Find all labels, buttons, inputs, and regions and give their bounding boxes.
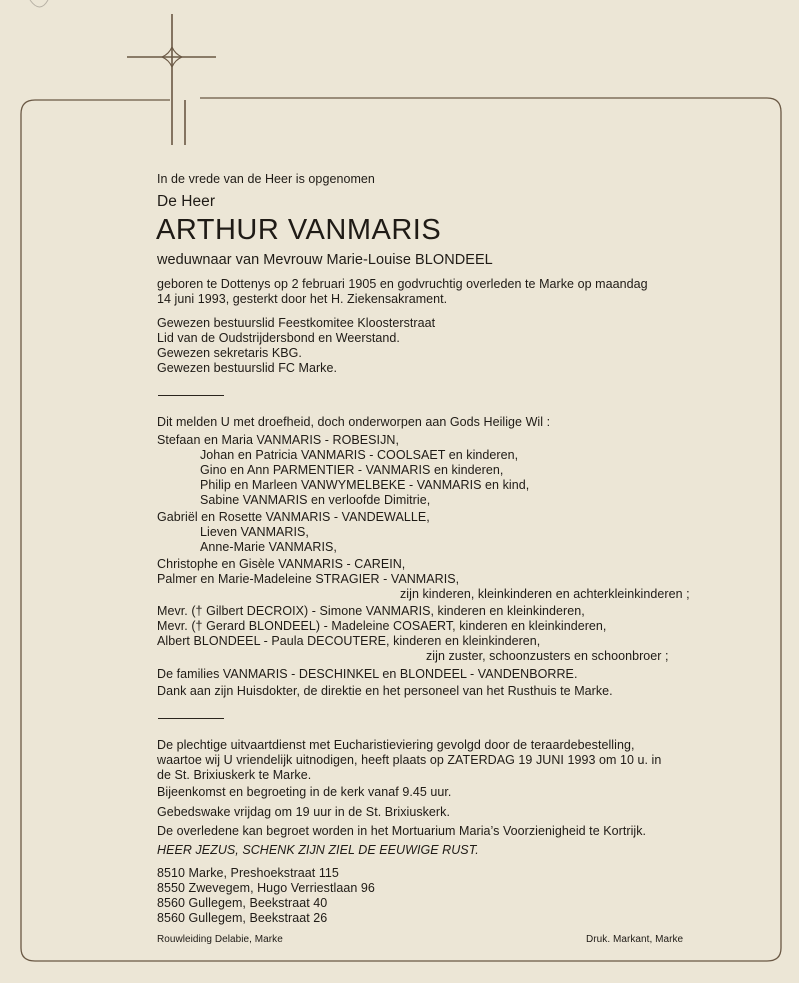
service-line: Bijeenkomst en begroeting in de kerk vanaf 9.45 uur.: [157, 785, 452, 799]
family-line: zijn zuster, schoonzusters en schoonbroer ;: [426, 649, 669, 663]
address-line: 8560 Gullegem, Beekstraat 40: [157, 896, 328, 910]
deceased-name: ARTHUR VANMARIS: [156, 214, 442, 246]
family-line: Lieven VANMARIS,: [200, 525, 309, 539]
role-line: Gewezen bestuurslid Feestkomitee Kloosterstraat: [157, 316, 436, 330]
family-line: Anne-Marie VANMARIS,: [200, 540, 337, 554]
address-line: 8510 Marke, Preshoekstraat 115: [157, 866, 339, 880]
service-line: De overledene kan begroet worden in het Mortuarium Maria’s Voorzienigheid te Kortrijk.: [157, 824, 647, 838]
cross-icon: [127, 14, 216, 145]
family-line: De families VANMARIS - DESCHINKEL en BLONDEEL - VANDENBORRE.: [157, 667, 578, 681]
service-line: De plechtige uitvaartdienst met Eucharistieviering gevolgd door de teraardebestelling,: [157, 738, 635, 752]
family-line: Gabriël en Rosette VANMARIS - VANDEWALLE,: [157, 510, 430, 524]
birth-death-line-1: geboren te Dottenys op 2 februari 1905 en godvruchtig overleden te Marke op maandag: [157, 277, 648, 291]
announce-line: Dit melden U met droefheid, doch onderworpen aan Gods Heilige Wil :: [157, 415, 551, 429]
salutation: De Heer: [157, 193, 216, 210]
family-line: Stefaan en Maria VANMARIS - ROBESIJN,: [157, 433, 399, 447]
family-line: Gino en Ann PARMENTIER - VANMARIS en kinderen,: [200, 463, 504, 477]
footer-printer: Druk. Markant, Marke: [586, 934, 684, 945]
service-line: de St. Brixiuskerk te Marke.: [157, 768, 312, 782]
role-line: Lid van de Oudstrijdersbond en Weerstand.: [157, 331, 400, 345]
thanks-line: Dank aan zijn Huisdokter, de direktie en het personeel van het Rusthuis te Marke.: [157, 684, 613, 698]
widower-line: weduwnaar van Mevrouw Marie-Louise BLONDEEL: [157, 252, 493, 268]
birth-death-line-2: 14 juni 1993, gesterkt door het H. Ziekensakrament.: [157, 292, 448, 306]
family-line: Christophe en Gisèle VANMARIS - CAREIN,: [157, 557, 406, 571]
intro-text: In de vrede van de Heer is opgenomen: [157, 172, 375, 186]
divider: [158, 395, 224, 396]
family-line: Sabine VANMARIS en verloofde Dimitrie,: [200, 493, 431, 507]
role-line: Gewezen sekretaris KBG.: [157, 346, 302, 360]
family-line: Philip en Marleen VANWYMELBEKE - VANMARIS en kind,: [200, 478, 530, 492]
service-line: waartoe wij U vriendelijk uitnodigen, heeft plaats op ZATERDAG 19 JUNI 1993 om 10 u. in: [157, 753, 662, 767]
service-line: Gebedswake vrijdag om 19 uur in de St. Brixiuskerk.: [157, 805, 450, 819]
divider: [158, 718, 224, 719]
footer-undertaker: Rouwleiding Delabie, Marke: [157, 934, 283, 945]
address-line: 8560 Gullegem, Beekstraat 26: [157, 911, 328, 925]
family-line: Johan en Patricia VANMARIS - COOLSAET en kinderen,: [200, 448, 519, 462]
family-line: Palmer en Marie-Madeleine STRAGIER - VANMARIS,: [157, 572, 460, 586]
address-line: 8550 Zwevegem, Hugo Verriestlaan 96: [157, 881, 375, 895]
role-line: Gewezen bestuurslid FC Marke.: [157, 361, 337, 375]
family-line: zijn kinderen, kleinkinderen en achterkleinkinderen ;: [400, 587, 690, 601]
family-line: Albert BLONDEEL - Paula DECOUTERE, kinderen en kleinkinderen,: [157, 634, 541, 648]
prayer-line: HEER JEZUS, SCHENK ZIJN ZIEL DE EEUWIGE RUST.: [157, 843, 479, 857]
family-line: Mevr. († Gilbert DECROIX) - Simone VANMARIS, kinderen en kleinkinderen,: [157, 604, 585, 618]
family-line: Mevr. († Gerard BLONDEEL) - Madeleine COSAERT, kinderen en kleinkinderen,: [157, 619, 607, 633]
